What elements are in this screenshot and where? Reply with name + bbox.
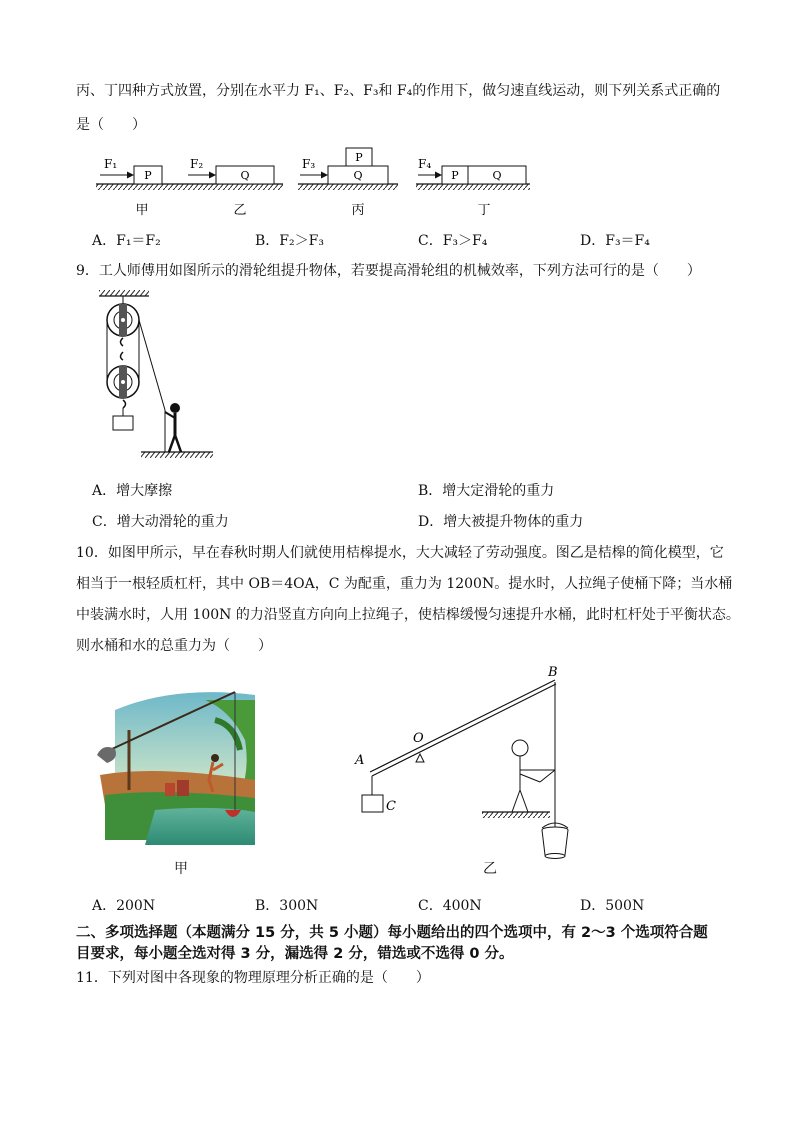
q8-caption-bing: 丙 [351,203,365,218]
q11-stem: 11．下列对图中各现象的物理原理分析正确的是（ ） [76,970,430,986]
q8-force-f1: F₁ [104,157,118,171]
section2-heading-line2: 目要求，每小题全选对得 3 分，漏选得 2 分，错选或不选得 0 分。 [76,946,514,962]
q8-bing-block-p: P [355,151,363,164]
q10-point-b: B [548,665,558,680]
q8-caption-yi: 乙 [233,203,247,218]
q8-ding-block-p: P [451,169,459,182]
q9-pulley-figure [95,290,220,465]
q9-option-c[interactable]: C．增大动滑轮的重力 [92,514,229,530]
q8-jia-block-p: P [144,169,152,182]
q9-option-a[interactable]: A．增大摩擦 [92,483,173,499]
q9-option-d[interactable]: D．增大被提升物体的重力 [418,514,584,530]
q8-option-b[interactable]: B．F₂＞F₃ [255,233,324,249]
q10-point-o: O [413,731,424,746]
q8-force-f2: F₂ [190,157,204,171]
q10-illustration-jia [95,680,260,850]
q8-stem-line1: 丙、丁四种方式放置，分别在水平力 F₁、F₂、F₃和 F₄的作用下，做匀速直线运动，则下列关系式正确的 [76,83,721,99]
q8-fig-bing [298,148,398,190]
q10-option-b[interactable]: B．300N [255,898,319,914]
q10-caption-jia: 甲 [174,861,188,877]
q10-option-c[interactable]: C．400N [418,898,482,914]
q10-stem-line1: 10．如图甲所示，早在春秋时期人们就使用桔槔提水，大大减轻了劳动强度。图乙是桔槔的简化模型，它 [76,545,724,561]
q8-figure [90,140,570,225]
q8-option-d[interactable]: D．F₃＝F₄ [580,233,650,249]
q10-caption-yi: 乙 [483,861,497,877]
q8-option-a[interactable]: A．F₁＝F₂ [92,233,161,249]
q10-stem-line2: 相当于一根轻质杠杆，其中 OB＝4OA，C 为配重，重力为 1200N。提水时，人拉绳子使桶下降；当水桶 [76,576,733,592]
q8-caption-ding: 丁 [477,203,491,218]
q8-fig-yi [188,157,283,190]
q10-stem-line3: 中装满水时，人用 100N 的力沿竖直方向向上拉绳子，使桔槔缓慢匀速提升水桶，此时杠杆处于平衡状态。 [76,607,740,623]
q10-option-a[interactable]: A．200N [92,898,156,914]
section2-heading-line1: 二、多项选择题（本题满分 15 分，共 5 小题）每小题给出的四个选项中，有 2～3 个选项符合题 [76,925,708,941]
q10-stem-line4: 则水桶和水的总重力为（ ） [76,638,272,654]
q9-stem: 9．工人师傅用如图所示的滑轮组提升物体，若要提高滑轮组的机械效率，下列方法可行的是（ ） [76,263,701,279]
q10-option-d[interactable]: D．500N [580,898,645,914]
q8-force-f4: F₄ [418,157,432,171]
q8-force-f3: F₃ [302,157,316,171]
q10-point-c: C [386,799,396,814]
q8-option-c[interactable]: C．F₃＞F₄ [418,233,488,249]
q8-bing-block-q: Q [353,169,363,182]
q8-yi-block-q: Q [240,169,250,182]
q8-stem-line2: 是（ ） [76,117,146,133]
q8-caption-jia: 甲 [135,203,149,218]
q9-option-b[interactable]: B．增大定滑轮的重力 [418,483,555,499]
q8-ding-block-q: Q [492,169,502,182]
q8-fig-jia [96,157,188,190]
q10-lever-figure [350,660,580,875]
q10-point-a: A [355,753,365,768]
q8-fig-ding [416,157,530,190]
